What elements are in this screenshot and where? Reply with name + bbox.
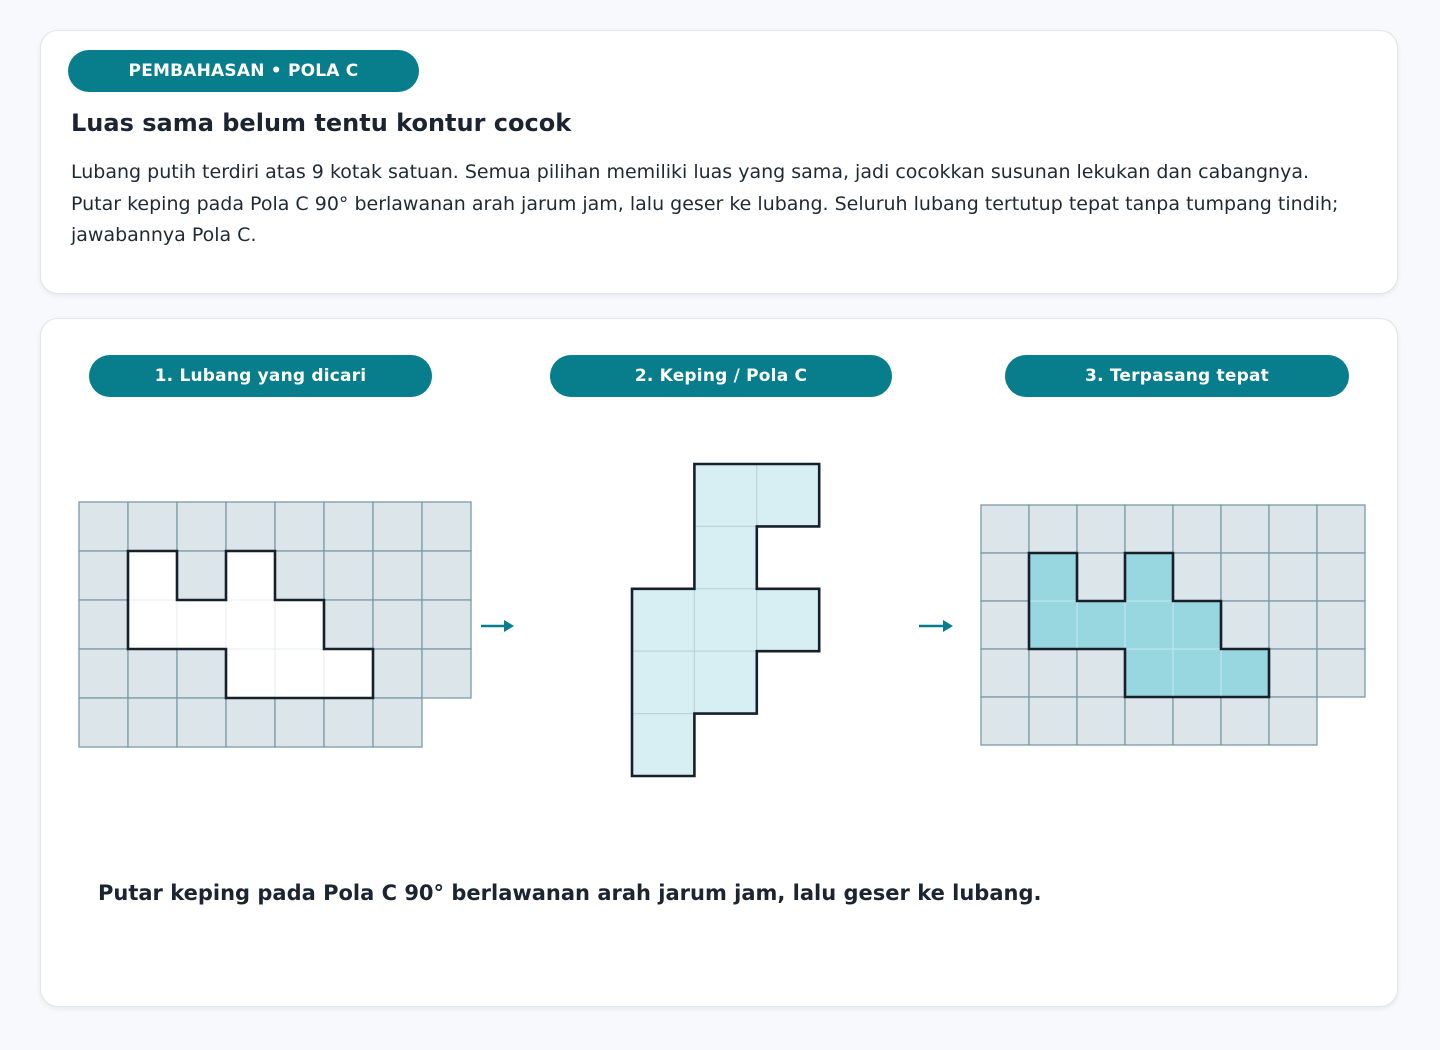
- fitted-board-cell: [1029, 649, 1077, 697]
- fitted-board-cell: [981, 649, 1029, 697]
- hole-board-cell: [324, 600, 373, 649]
- hole-board-cell: [177, 649, 226, 698]
- hole-board-cell: [422, 502, 471, 551]
- hole-board-cell: [275, 551, 324, 600]
- piece-pola-c: [632, 464, 819, 776]
- fitted-board-cell: [1269, 649, 1317, 697]
- hole-cell: [128, 551, 177, 600]
- hole-board-cell: [177, 502, 226, 551]
- fitted-board-cell: [1029, 505, 1077, 553]
- hole-board-cell: [422, 551, 471, 600]
- hole-board-cell: [79, 649, 128, 698]
- piece-cell: [757, 589, 819, 651]
- fitted-board-cell: [1077, 697, 1125, 745]
- hole-board-cell: [275, 502, 324, 551]
- hole-board-cell: [324, 698, 373, 747]
- fitted-board-cell: [1221, 601, 1269, 649]
- fitted-board-cell: [1029, 697, 1077, 745]
- fitted-board-cell: [1173, 553, 1221, 601]
- fitted-cell: [1077, 601, 1125, 649]
- fitted-board-cell: [1269, 697, 1317, 745]
- fitted-board-cell: [1221, 553, 1269, 601]
- hole-cell: [275, 649, 324, 698]
- hole-cell: [177, 600, 226, 649]
- fitted-cell: [1173, 649, 1221, 697]
- fitted-board-cell: [981, 601, 1029, 649]
- hole-board-cell: [275, 698, 324, 747]
- step-label-fitted: 3. Terpasang tepat: [1005, 355, 1349, 397]
- hole-board-cell: [79, 600, 128, 649]
- fitted-cell: [1125, 601, 1173, 649]
- arrow-head: [504, 620, 514, 632]
- fitted-cell: [1125, 649, 1173, 697]
- explanation-card: [40, 30, 1398, 294]
- fitted-board-cell: [1269, 553, 1317, 601]
- hole-board-cell: [324, 502, 373, 551]
- hole-board-cell: [128, 698, 177, 747]
- hole-cell: [324, 649, 373, 698]
- piece-cell: [694, 589, 756, 651]
- hole-board-cell: [373, 551, 422, 600]
- piece-cell: [694, 464, 756, 526]
- hole-cell: [226, 551, 275, 600]
- fitted-board-cell: [1125, 697, 1173, 745]
- step-label-hole: 1. Lubang yang dicari: [89, 355, 432, 397]
- arrow-head: [943, 620, 953, 632]
- fitted-cell: [1173, 601, 1221, 649]
- arrow-right-icon: [481, 620, 514, 632]
- fitted-cell: [1029, 601, 1077, 649]
- hole-board-cell: [79, 698, 128, 747]
- fitted-board-cell: [1173, 697, 1221, 745]
- hole-board-cell: [128, 502, 177, 551]
- fitted-board-cell: [1269, 505, 1317, 553]
- piece-cell: [632, 651, 694, 713]
- fitted-board-cell: [1077, 505, 1125, 553]
- piece-cell: [694, 526, 756, 588]
- hole-board-cell: [324, 551, 373, 600]
- hole-board-cell: [226, 698, 275, 747]
- step-label-piece: 2. Keping / Pola C: [550, 355, 892, 397]
- hole-cell: [275, 600, 324, 649]
- fitted-board-cell: [1077, 649, 1125, 697]
- caption-text: Putar keping pada Pola C 90° berlawanan arah jarum jam, lalu geser ke lubang.: [98, 881, 1042, 905]
- piece-cell: [632, 714, 694, 776]
- fitted-board-cell: [1221, 697, 1269, 745]
- hole-board-cell: [422, 649, 471, 698]
- hole-board-cell: [373, 600, 422, 649]
- fitted-board-cell: [1269, 601, 1317, 649]
- hole-board-cell: [128, 649, 177, 698]
- piece-cell: [632, 589, 694, 651]
- hole-cell: [226, 649, 275, 698]
- fitted-cell: [1125, 553, 1173, 601]
- hole-board-cell: [79, 551, 128, 600]
- section-badge: PEMBAHASAN • POLA C: [68, 50, 419, 92]
- arrow-right-icon: [919, 620, 953, 632]
- fitted-board-cell: [1221, 505, 1269, 553]
- fitted-board-cell: [1317, 601, 1365, 649]
- fitted-board-cell: [1173, 505, 1221, 553]
- fitted-board: [981, 505, 1365, 745]
- fitted-board-cell: [1317, 505, 1365, 553]
- hole-board-cell: [373, 698, 422, 747]
- fitted-board-cell: [981, 553, 1029, 601]
- hole-cell: [226, 600, 275, 649]
- hole-board-cell: [422, 600, 471, 649]
- hole-board-cell: [177, 698, 226, 747]
- hole-board-cell: [226, 502, 275, 551]
- explanation-text: Lubang putih terdiri atas 9 kotak satuan. Semua pilihan memiliki luas yang sama, jadi cocokkan susunan lekukan dan cabangnya. Putar keping pada Pola C 90° berlawanan arah jarum jam, lalu geser ke lubang. Seluruh lubang tertutup tepat tanpa tumpang tindih; jawabannya Pola C.: [71, 161, 1339, 246]
- fitted-board-cell: [981, 697, 1029, 745]
- fitted-board-cell: [1317, 553, 1365, 601]
- explanation-title: Luas sama belum tentu kontur cocok: [71, 109, 572, 137]
- hole-board-cell: [373, 502, 422, 551]
- fitted-board-cell: [1077, 553, 1125, 601]
- diagram-card: [40, 318, 1398, 1007]
- piece-cell: [757, 464, 819, 526]
- fitted-cell: [1221, 649, 1269, 697]
- hole-cell: [128, 600, 177, 649]
- hole-board-cell: [373, 649, 422, 698]
- hole-board-cell: [79, 502, 128, 551]
- fitted-board-cell: [981, 505, 1029, 553]
- hole-board: [79, 502, 471, 747]
- fitted-board-cell: [1317, 649, 1365, 697]
- hole-board-cell: [177, 551, 226, 600]
- fitted-board-cell: [1125, 505, 1173, 553]
- fitted-cell: [1029, 553, 1077, 601]
- piece-cell: [694, 651, 756, 713]
